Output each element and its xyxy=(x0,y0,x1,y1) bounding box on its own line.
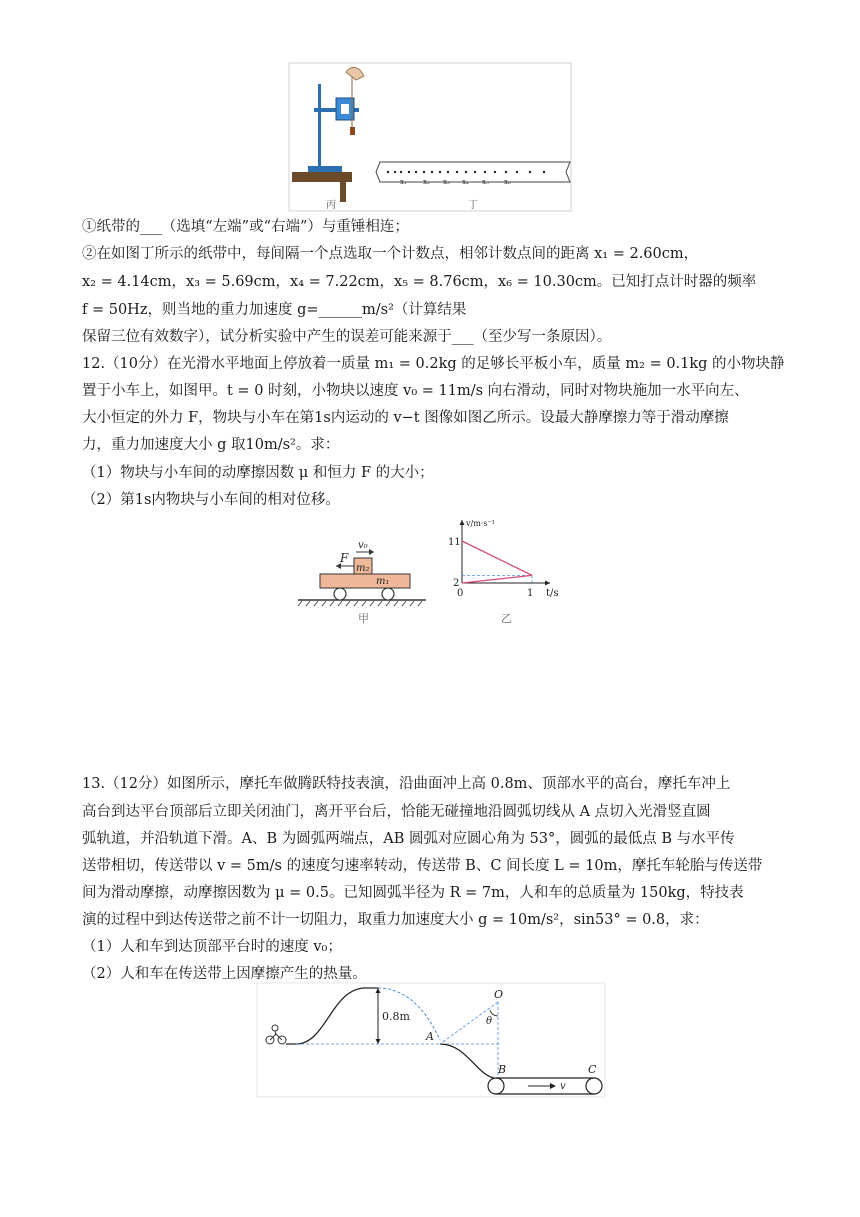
q13-line-3: 弧轨道，并沿轨道下滑。A、B 为圆弧两端点，AB 圆弧对应圆心角为 53°，圆弧的最低点 B 与水平传 xyxy=(82,831,735,847)
figure-bing-ding xyxy=(288,62,572,212)
q11-line-4: f = 50Hz，则当地的重力加速度 g=______m/s²（计算结果 xyxy=(82,302,467,318)
mass-label-m2: m₂ xyxy=(356,563,370,574)
q12-line-2: 置于小车上，如图甲。t = 0 时刻，小物块以速度 v₀ = 11m/s 向右滑动，同时对物块施加一水平向左、 xyxy=(82,383,749,399)
tape-mark-2: x₂ xyxy=(423,178,430,186)
height-label: 0.8m xyxy=(382,1010,410,1023)
velocity-label-v0: v₀ xyxy=(358,540,368,551)
tape-mark-5: x₅ xyxy=(482,178,489,186)
vt-x-tick-0: 0 xyxy=(457,588,464,599)
q12-line-6: （2）第1s内物块与小车间的相对位移。 xyxy=(82,492,340,508)
label-yi: 乙 xyxy=(501,612,512,625)
label-bing: 丙 xyxy=(326,200,336,211)
vt-chart xyxy=(460,520,551,586)
motorcycle-icon xyxy=(266,1025,286,1044)
vt-x-tick-1: 1 xyxy=(527,588,534,599)
q13-line-7: （1）人和车到达顶部平台时的速度 v₀； xyxy=(82,939,342,955)
q12-line-3: 大小恒定的外力 F，物块与小车在第1s内运动的 v−t 图像如图乙所示。设最大静摩擦力等于滑动摩擦 xyxy=(82,410,729,426)
q12-line-1: 12.（10分）在光滑水平地面上停放着一质量 m₁ = 0.2kg 的足够长平板小车，质量 m₂ = 0.1kg 的小物块静 xyxy=(82,356,785,372)
conveyor-belt xyxy=(488,1078,602,1094)
q11-line-5: 保留三位有效数字），试分析实验中产生的误差可能来源于___（至少写一条原因）。 xyxy=(82,329,612,345)
arc-track xyxy=(440,1044,494,1078)
vt-y-tick-11: 11 xyxy=(448,537,461,548)
vt-y-axis-label: v/m·s⁻¹ xyxy=(466,519,495,528)
tape-mark-1: x₁ xyxy=(400,178,407,186)
vt-series-cart xyxy=(462,575,532,583)
q13-line-1: 13.（12分）如图所示，摩托车做腾跃特技表演，沿曲面冲上高 0.8m、顶部水平的高台，摩托车冲上 xyxy=(82,776,731,792)
label-ding: 丁 xyxy=(468,200,478,211)
label-A: A xyxy=(426,1030,434,1043)
ramp-curve xyxy=(286,988,378,1044)
q11-line-2: ②在如图丁所示的纸带中，每间隔一个点选取一个计数点，相邻计数点间的距离 x₁ = 2.60cm， xyxy=(82,246,699,262)
q13-line-6: 演的过程中到达传送带之前不计一切阻力，取重力加速度大小 g = 10m/s²，sin53° = 0.8，求： xyxy=(82,912,709,928)
paper-tape xyxy=(376,162,570,186)
q13-line-4: 送带相切，传送带以 v = 5m/s 的速度匀速率转动，传送带 B、C 间长度 L = 10m，摩托车轮胎与传送带 xyxy=(82,858,763,874)
q13-line-2: 高台到达平台顶部后立即关闭油门，离开平台后，恰能无碰撞地沿圆弧切线从 A 点切入光滑竖直圆 xyxy=(82,804,711,820)
q11-line-3: x₂ = 4.14cm，x₃ = 5.69cm，x₄ = 7.22cm，x₅ = 8.76cm，x₆ = 10.30cm。已知打点计时器的频率 xyxy=(82,274,757,290)
tape-mark-6: x₆ xyxy=(504,178,511,186)
q12-line-4: 力，重力加速度大小 g 取10m/s²。求： xyxy=(82,437,340,453)
tape-mark-3: x₃ xyxy=(443,178,450,186)
q12-line-5: （1）物块与小车间的动摩擦因数 μ 和恒力 F 的大小； xyxy=(82,465,434,481)
cart-diagram xyxy=(298,549,426,606)
tape-mark-4: x₄ xyxy=(462,178,469,186)
label-v: v xyxy=(560,1081,566,1092)
label-O: O xyxy=(494,988,504,1001)
figure-jia-yi xyxy=(296,516,564,628)
q13-line-5: 间为滑动摩擦，动摩擦因数为 μ = 0.5。已知圆弧半径为 R = 7m，人和车的总质量为 150kg，特技表 xyxy=(82,885,744,901)
q11-line-1: ①纸带的___（选填“左端”或“右端”）与重锤相连； xyxy=(82,219,409,235)
q13-line-8: （2）人和车在传送带上因摩擦产生的热量。 xyxy=(82,966,367,982)
vt-series-block xyxy=(462,541,532,575)
force-label-F: F xyxy=(340,551,349,565)
label-theta: θ xyxy=(486,1016,493,1027)
label-jia: 甲 xyxy=(358,612,369,625)
vt-y-tick-2: 2 xyxy=(453,578,460,589)
label-B: B xyxy=(498,1063,507,1076)
figure-motorcycle-stunt xyxy=(256,982,606,1098)
label-C: C xyxy=(588,1063,597,1076)
mass-label-m1: m₁ xyxy=(376,576,390,587)
vt-x-axis-label: t/s xyxy=(546,588,559,599)
